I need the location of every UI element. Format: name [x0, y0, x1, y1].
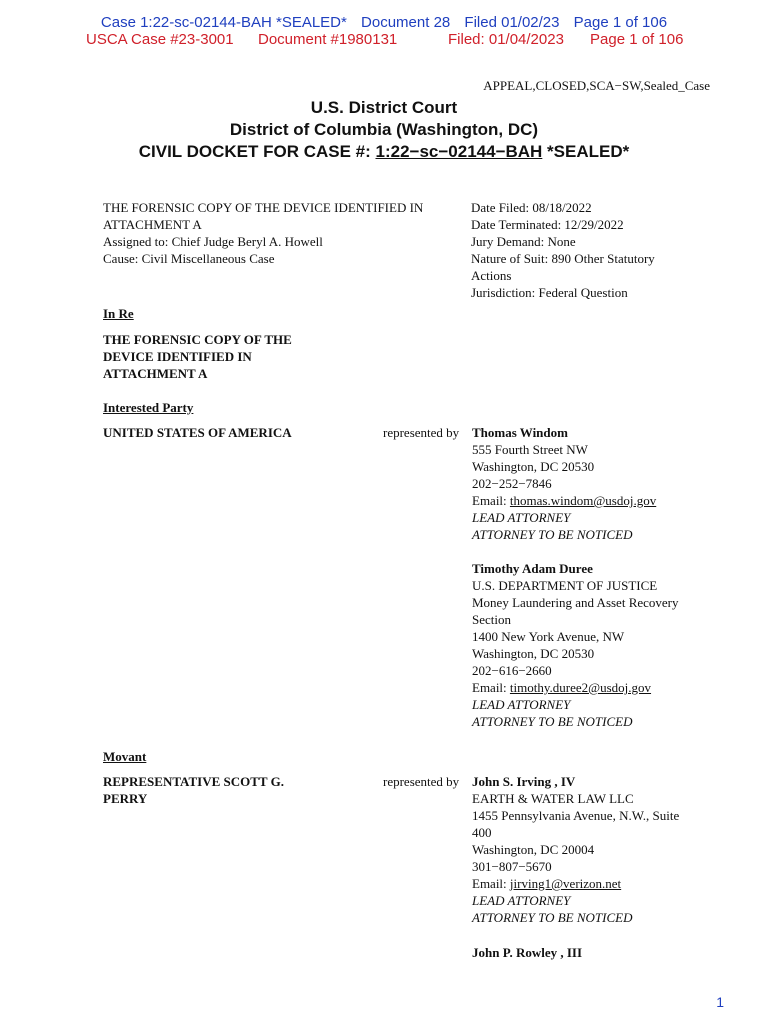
jurisdiction: Jurisdiction: Federal Question — [471, 285, 628, 300]
attorney-address: 1455 Pennsylvania Avenue, N.W., Suite — [472, 808, 680, 823]
court-name: U.S. District Court — [310, 98, 458, 117]
assigned-judge: Assigned to: Chief Judge Beryl A. Howell — [103, 234, 323, 249]
email-label: Email: — [472, 680, 510, 695]
case-number-stamp: Case 1:22-sc-02144-BAH *SEALED* — [100, 14, 347, 31]
attorney-address: 555 Fourth Street NW — [472, 442, 588, 457]
in-re-label: In Re — [103, 306, 134, 321]
in-re-line: ATTACHMENT A — [103, 366, 208, 381]
interested-party-label: Interested Party — [103, 400, 194, 415]
case-title-line: THE FORENSIC COPY OF THE DEVICE IDENTIFIED IN — [103, 200, 424, 215]
attorney-firm: EARTH & WATER LAW LLC — [472, 791, 634, 806]
attorney-role: ATTORNEY TO BE NOTICED — [472, 714, 633, 729]
usca-page-stamp: Page 1 of 106 — [590, 31, 684, 48]
attorney-address: Washington, DC 20530 — [472, 646, 595, 661]
email-label: Email: — [472, 876, 510, 891]
usca-document-stamp: Document #1980131 — [258, 31, 398, 48]
sealed-marker: *SEALED* — [542, 142, 630, 161]
movant-section — [103, 748, 284, 807]
nature-of-suit: Nature of Suit: 890 Other Statutory — [471, 251, 655, 266]
attorney-phone: 301−807−5670 — [472, 859, 552, 874]
email-link[interactable]: timothy.duree2@usdoj.gov — [509, 680, 652, 695]
attorney-address: 1400 New York Avenue, NW — [472, 629, 625, 644]
nature-of-suit-cont: Actions — [471, 268, 512, 283]
jury-demand: Jury Demand: None — [471, 234, 576, 249]
case-info-left — [103, 199, 423, 267]
attorney-email — [472, 679, 679, 696]
attorney-address: 400 — [472, 825, 492, 840]
in-re-line: THE FORENSIC COPY OF THE — [103, 332, 292, 347]
case-title-line: ATTACHMENT A — [103, 217, 202, 232]
attorney-phone: 202−252−7846 — [472, 476, 552, 491]
movant-label: Movant — [103, 749, 147, 764]
docket-prefix: CIVIL DOCKET FOR CASE #: — [138, 142, 376, 161]
email-link[interactable]: thomas.windom@usdoj.gov — [509, 493, 657, 508]
attorney-phone: 202−616−2660 — [472, 663, 552, 678]
attorney-role: LEAD ATTORNEY — [472, 697, 571, 712]
attorney-firm: U.S. DEPARTMENT OF JUSTICE — [472, 578, 658, 593]
page-number: 1 — [716, 994, 724, 1010]
usca-filed-stamp: Filed: 01/04/2023 — [448, 31, 564, 48]
attorney-address: Washington, DC 20004 — [472, 842, 595, 857]
attorney-block — [472, 773, 679, 926]
attorney-role: ATTORNEY TO BE NOTICED — [472, 910, 633, 925]
attorney-block — [472, 560, 679, 730]
represented-by-label: represented by — [383, 425, 460, 440]
in-re-line: DEVICE IDENTIFIED IN — [103, 349, 252, 364]
case-info-right — [471, 199, 655, 301]
attorney-address: Section — [472, 612, 511, 627]
attorney-name: John P. Rowley , III — [472, 945, 583, 960]
district-court-stamp — [0, 14, 768, 31]
court-district: District of Columbia (Washington, DC) — [229, 120, 539, 139]
date-terminated: Date Terminated: 12/29/2022 — [471, 217, 624, 232]
attorney-address: Washington, DC 20530 — [472, 459, 595, 474]
case-number-link[interactable]: 1:22−sc−02144−BAH — [375, 142, 543, 161]
represented-by-label: represented by — [383, 774, 460, 789]
attorney-email — [472, 875, 679, 892]
document-number-stamp: Document 28 — [361, 14, 451, 31]
attorney-name: John S. Irving , IV — [472, 774, 576, 789]
attorney-role: ATTORNEY TO BE NOTICED — [472, 527, 633, 542]
case-cause: Cause: Civil Miscellaneous Case — [103, 251, 275, 266]
movant-name: REPRESENTATIVE SCOTT G. — [103, 774, 284, 789]
party-name: UNITED STATES OF AMERICA — [103, 425, 292, 440]
usca-case-stamp: USCA Case #23-3001 — [86, 31, 234, 48]
attorney-name: Timothy Adam Duree — [472, 561, 593, 576]
filed-date-stamp: Filed 01/02/23 — [464, 14, 560, 31]
page-count-stamp: Page 1 of 106 — [573, 14, 668, 31]
email-link[interactable]: jirving1@verizon.net — [509, 876, 622, 891]
email-label: Email: — [472, 493, 510, 508]
date-filed: Date Filed: 08/18/2022 — [471, 200, 592, 215]
attorney-role: LEAD ATTORNEY — [472, 510, 571, 525]
docket-title — [0, 142, 768, 162]
attorney-email — [472, 492, 656, 509]
movant-name: PERRY — [103, 791, 148, 806]
in-re-section — [103, 305, 292, 382]
case-flags: APPEAL,CLOSED,SCA−SW,Sealed_Case — [483, 78, 710, 93]
attorney-block — [472, 424, 656, 543]
attorney-name: Thomas Windom — [472, 425, 568, 440]
attorney-block — [472, 944, 582, 961]
attorney-role: LEAD ATTORNEY — [472, 893, 571, 908]
attorney-address: Money Laundering and Asset Recovery — [472, 595, 679, 610]
interested-party-section — [103, 399, 292, 441]
